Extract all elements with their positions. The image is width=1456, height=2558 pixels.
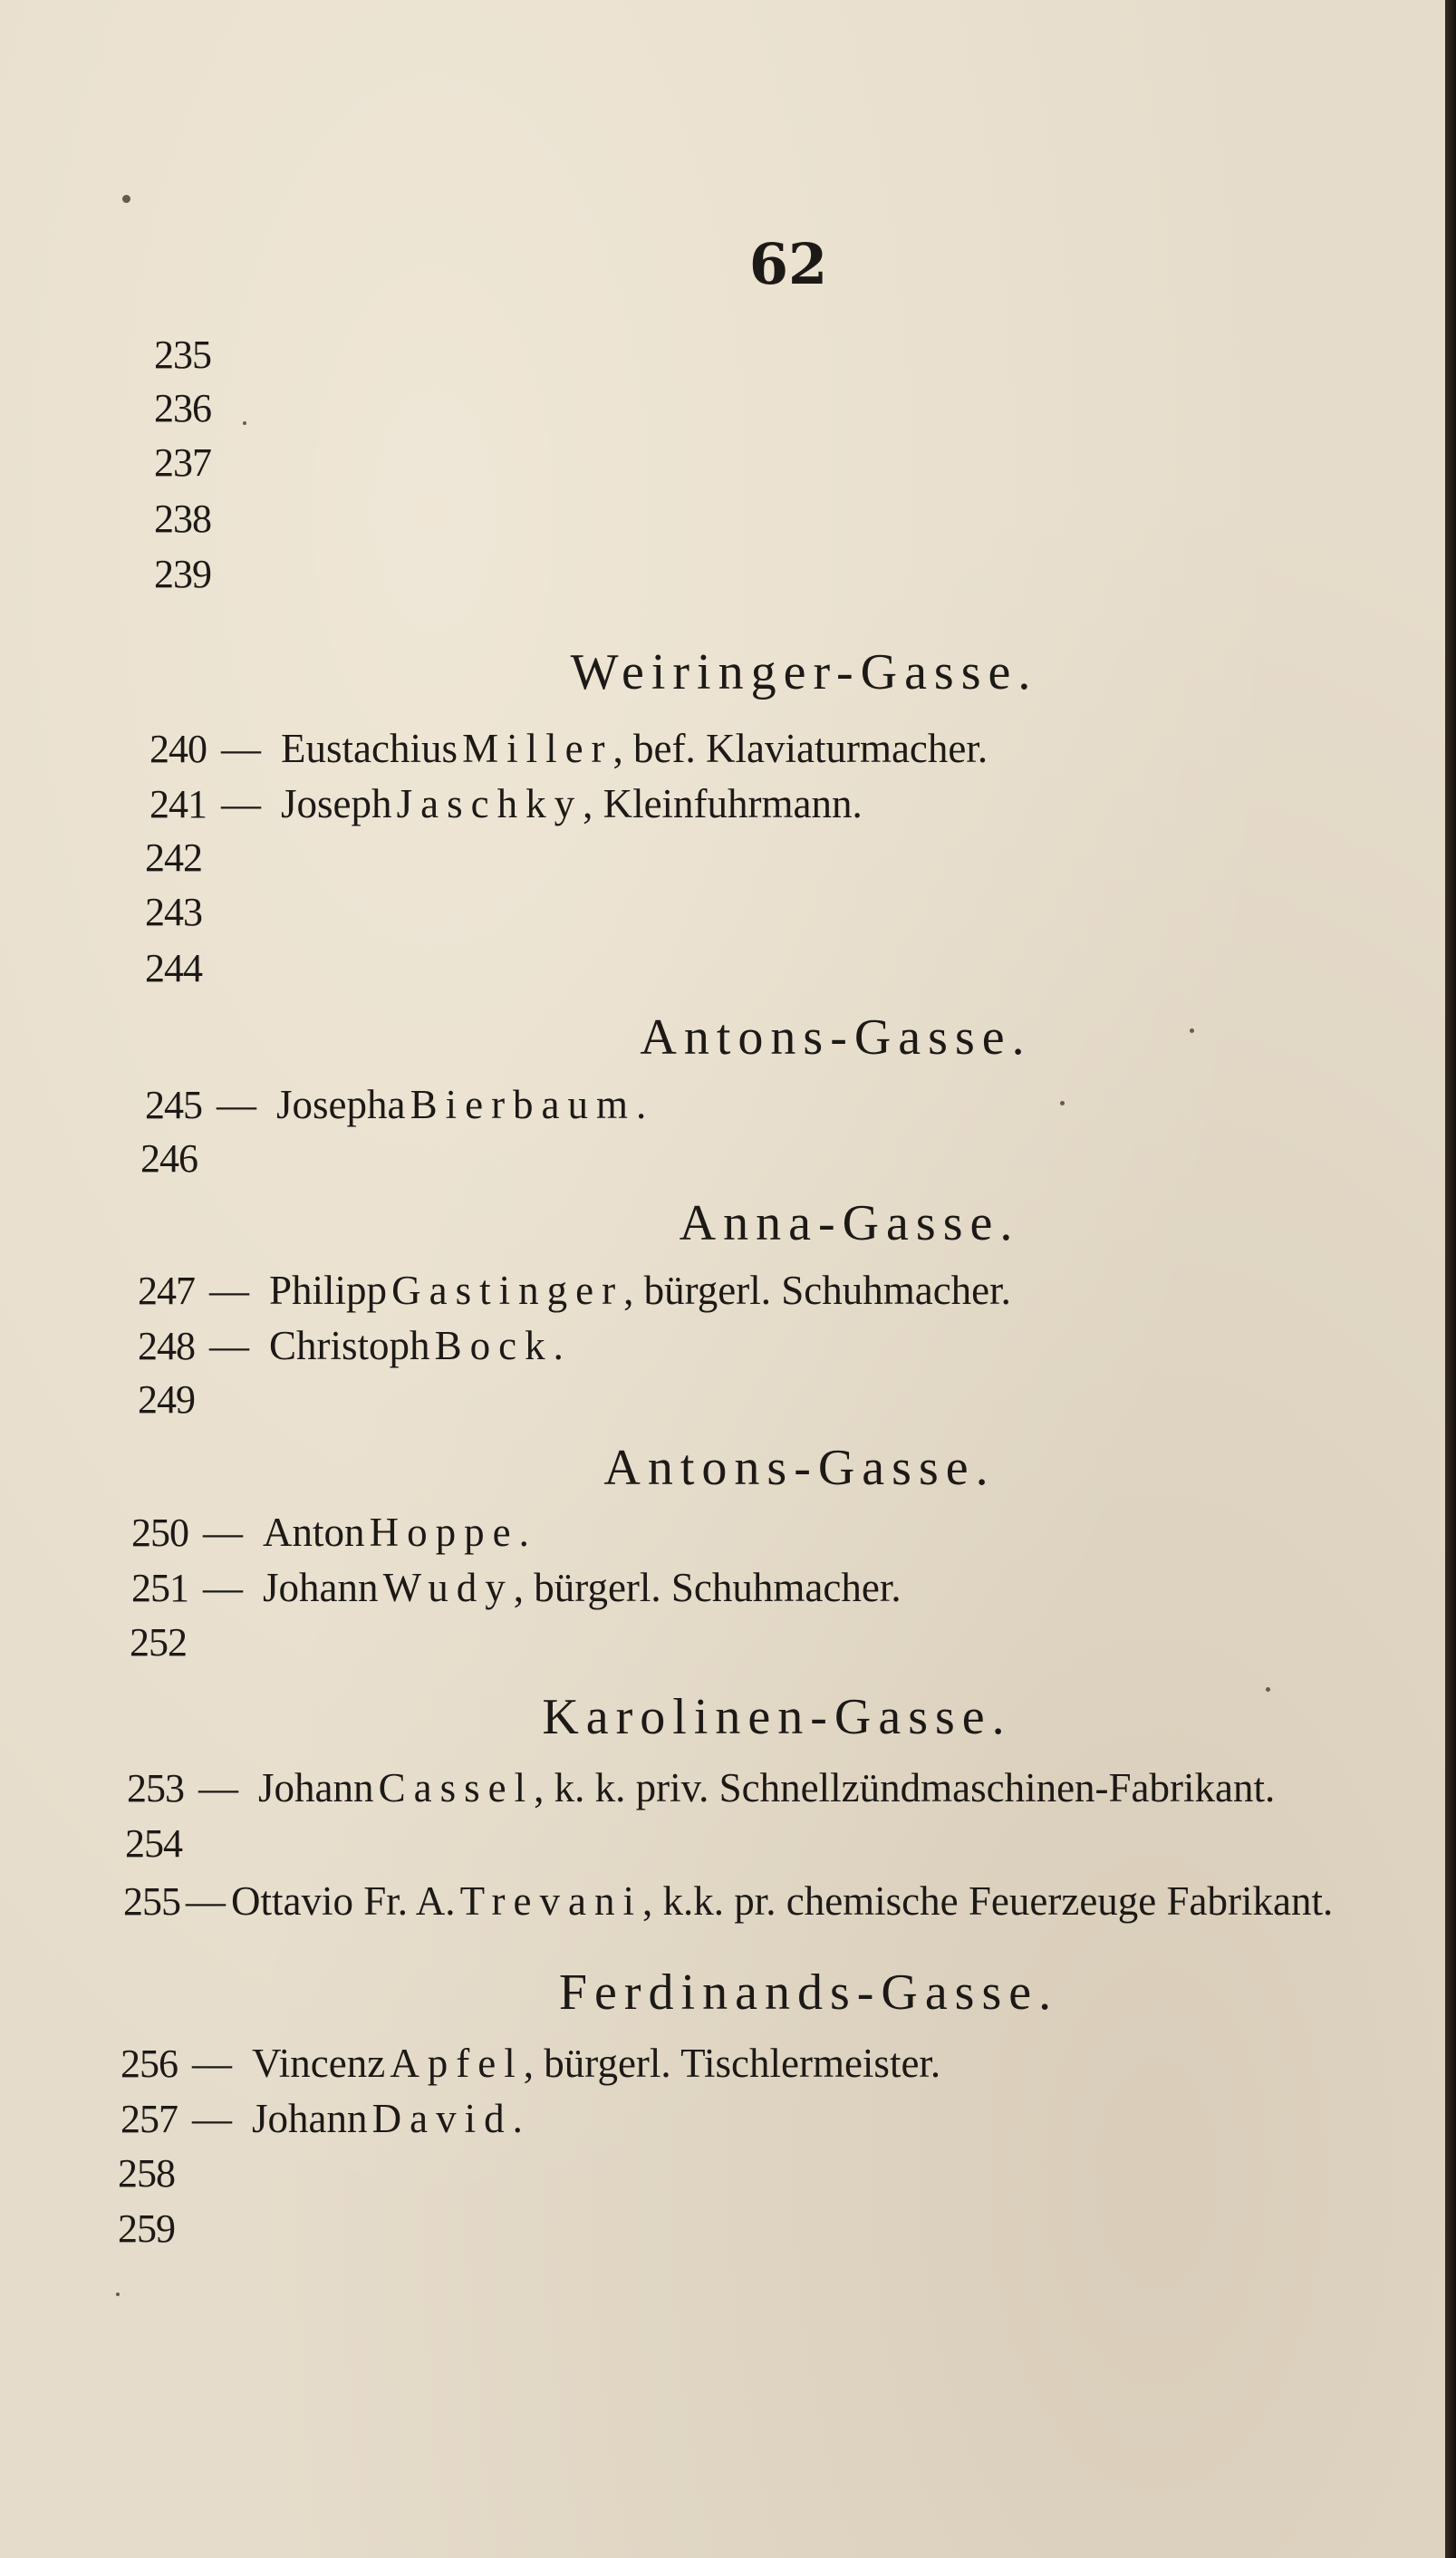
resident-surname: Wudy bbox=[382, 1565, 514, 1610]
resident-surname: David bbox=[371, 2096, 513, 2141]
resident-description: , bürgerl. Schuhmacher. bbox=[623, 1268, 1011, 1313]
page-number: 62 bbox=[748, 231, 828, 297]
resident-description: . bbox=[518, 1510, 529, 1555]
resident-description: . bbox=[553, 1323, 564, 1368]
street-heading: Weiringer-Gasse. bbox=[570, 644, 1038, 700]
house-number: 248 bbox=[138, 1324, 195, 1368]
resident-surname: Miller bbox=[462, 726, 613, 771]
list-item bbox=[130, 1616, 187, 1670]
list-item: 255 — Ottavio Fr. A. Trevani, k.k. pr. chemische Feuerzeuge Fabrikant. bbox=[123, 1874, 1333, 1928]
resident-name: Johann bbox=[258, 1765, 374, 1810]
house-number: 257 bbox=[121, 2097, 178, 2141]
paper-speck bbox=[122, 195, 130, 203]
house-number: 252 bbox=[130, 1620, 187, 1665]
street-heading: Anna-Gasse. bbox=[679, 1195, 1020, 1251]
resident-surname: Bock bbox=[434, 1323, 554, 1368]
house-number: 237 bbox=[154, 440, 211, 485]
resident-description: , k. k. priv. Schnellzündmaschinen-Fabrikant. bbox=[534, 1765, 1276, 1810]
list-item bbox=[145, 831, 202, 885]
resident-description: . bbox=[512, 2096, 523, 2141]
house-number: 238 bbox=[154, 497, 211, 541]
list-item: 240 — Eustachius Miller, bef. Klaviaturmacher. bbox=[149, 721, 988, 776]
resident-name: Philipp bbox=[269, 1268, 388, 1313]
resident-surname: Jaschky bbox=[396, 781, 583, 826]
house-number: 250 bbox=[131, 1511, 188, 1555]
paper-speck bbox=[1060, 1101, 1065, 1105]
resident-description: . bbox=[636, 1082, 647, 1127]
resident-name: Christoph bbox=[269, 1323, 430, 1368]
street-heading: Ferdinands-Gasse. bbox=[558, 1964, 1059, 2021]
house-number: 259 bbox=[118, 2206, 175, 2251]
list-item: 241 — Joseph Jaschky, Kleinfuhrmann. bbox=[149, 777, 863, 831]
list-item: 250 — Anton Hoppe. bbox=[131, 1505, 529, 1559]
house-number: 243 bbox=[145, 890, 202, 934]
house-number: 239 bbox=[154, 552, 211, 596]
house-number: 247 bbox=[138, 1269, 195, 1313]
resident-description: , bürgerl. Schuhmacher. bbox=[513, 1565, 902, 1610]
resident-name: Johann bbox=[263, 1565, 379, 1610]
list-item bbox=[154, 547, 211, 602]
resident-surname: Cassel bbox=[378, 1765, 535, 1810]
paper-speck bbox=[116, 2293, 120, 2296]
resident-name: Eustachius bbox=[281, 726, 458, 771]
street-heading: Antons-Gasse. bbox=[603, 1440, 996, 1496]
list-item bbox=[140, 1132, 198, 1186]
resident-name: Ottavio Fr. A. bbox=[231, 1878, 456, 1924]
list-item bbox=[118, 2147, 175, 2201]
list-item: 245 — Josepha Bierbaum. bbox=[145, 1077, 646, 1132]
resident-surname: Bierbaum bbox=[410, 1082, 637, 1127]
resident-name: Johann bbox=[252, 2096, 368, 2141]
list-item: 247 — Philipp Gastinger, bürgerl. Schuhmacher. bbox=[138, 1263, 1011, 1318]
book-binding-edge bbox=[1445, 0, 1456, 2558]
house-number: 258 bbox=[118, 2151, 175, 2196]
list-item bbox=[145, 941, 202, 996]
resident-description: , bef. Klaviaturmacher. bbox=[612, 726, 988, 771]
list-item: 248 — Christoph Bock. bbox=[138, 1318, 564, 1373]
house-number: 254 bbox=[125, 1821, 182, 1866]
resident-description: , Kleinfuhrmann. bbox=[583, 781, 863, 826]
list-item bbox=[138, 1373, 195, 1427]
house-number: 236 bbox=[154, 386, 211, 430]
house-number: 242 bbox=[145, 835, 202, 880]
resident-surname: Hoppe bbox=[369, 1510, 519, 1555]
street-heading: Karolinen-Gasse. bbox=[542, 1689, 1012, 1745]
list-item bbox=[125, 1817, 182, 1871]
resident-name: Vincenz bbox=[252, 2041, 386, 2086]
list-item bbox=[154, 436, 211, 490]
list-item bbox=[145, 885, 202, 940]
resident-surname: Gastinger bbox=[391, 1268, 624, 1313]
list-item: 256 — Vincenz Apfel, bürgerl. Tischlermeister. bbox=[121, 2036, 940, 2090]
house-number: 249 bbox=[138, 1377, 195, 1422]
resident-surname: Apfel bbox=[390, 2041, 524, 2086]
house-number: 251 bbox=[131, 1566, 188, 1610]
list-item: 253 — Johann Cassel, k. k. priv. Schnellzündmaschinen-Fabrikant. bbox=[127, 1761, 1275, 1815]
resident-name: Josepha bbox=[276, 1082, 406, 1127]
resident-name: Anton bbox=[263, 1510, 365, 1555]
list-item bbox=[154, 328, 211, 382]
house-number: 244 bbox=[145, 946, 202, 990]
house-number: 255 bbox=[123, 1879, 180, 1924]
house-number: 253 bbox=[127, 1766, 184, 1810]
house-number: 240 bbox=[149, 727, 207, 771]
list-item bbox=[154, 492, 211, 546]
resident-description: , bürgerl. Tischlermeister. bbox=[523, 2041, 941, 2086]
resident-surname: Trevani bbox=[459, 1878, 642, 1924]
list-item: 257 — Johann David. bbox=[121, 2091, 523, 2146]
list-item: 251 — Johann Wudy, bürgerl. Schuhmacher. bbox=[131, 1560, 902, 1615]
list-item bbox=[118, 2202, 175, 2256]
house-number: 241 bbox=[149, 782, 207, 826]
house-number: 245 bbox=[145, 1083, 202, 1127]
street-heading: Antons-Gasse. bbox=[640, 1009, 1032, 1066]
house-number: 235 bbox=[154, 333, 211, 377]
resident-description: , k.k. pr. chemische Feuerzeuge Fabrikant. bbox=[641, 1878, 1334, 1924]
resident-name: Joseph bbox=[281, 781, 392, 826]
house-number: 246 bbox=[140, 1136, 198, 1181]
list-item bbox=[154, 381, 211, 436]
paper-speck bbox=[243, 421, 246, 425]
house-number: 256 bbox=[121, 2042, 178, 2086]
